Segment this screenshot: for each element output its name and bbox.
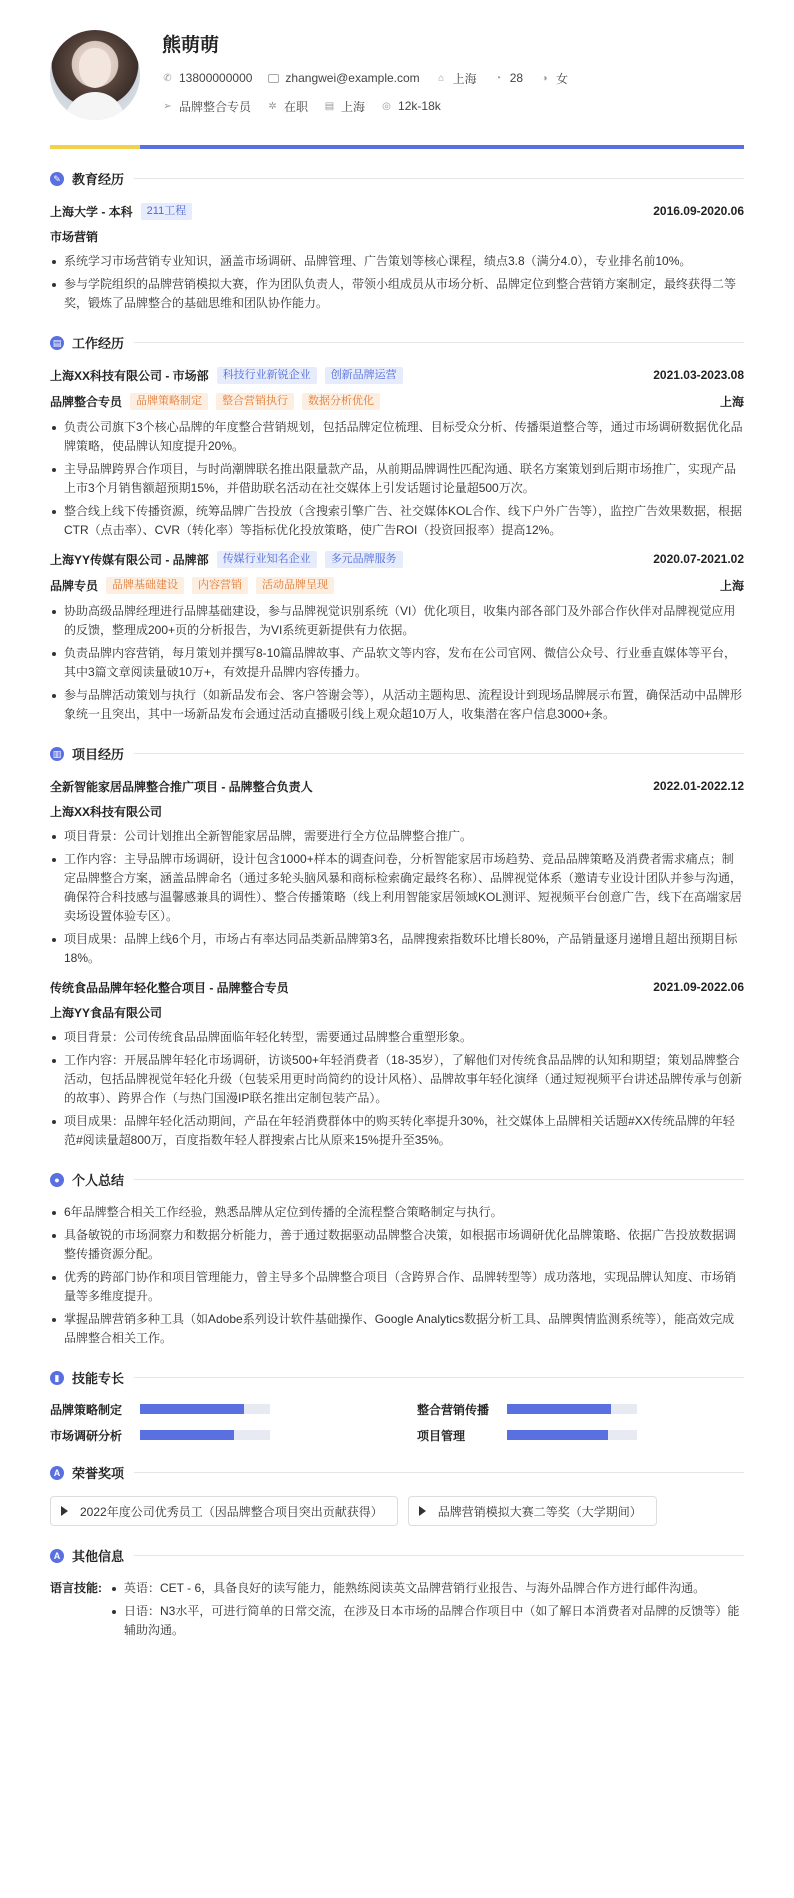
skill-tag: 活动品牌呈现 — [256, 577, 334, 594]
list-item: 负责品牌内容营销，每月策划并撰写8-10篇品牌故事、产品软文等内容，发布在公司官网、微信公众号、行业垂直媒体等平台，其中3篇文章阅读量破10万+，有效提升品牌内容传播力。 — [50, 644, 744, 682]
list-item: 6年品牌整合相关工作经验，熟悉品牌从定位到传播的全流程整合策略制定与执行。 — [50, 1203, 744, 1222]
intent-row — [162, 98, 744, 114]
job-city: 上海 — [719, 578, 744, 593]
list-item: 日语：N3水平，可进行简单的日常交流，在涉及日本市场的品牌合作项目中（如了解日本消费者对品牌的反馈等）能辅助沟通。 — [110, 1602, 744, 1640]
skill-tag: 数据分析优化 — [302, 393, 380, 410]
salary-icon: ◎ — [382, 100, 391, 112]
company-tag: 创新品牌运营 — [325, 367, 403, 384]
email: zhangwei@example.com — [268, 71, 419, 85]
education-bullets — [50, 252, 744, 313]
age: ◔ 28 — [493, 71, 523, 85]
list-item: 掌握品牌营销多种工具（如Adobe系列设计软件基础操作、Google Analytics数据分析工具、品牌舆情监测系统等），能高效完成品牌整合相关工作。 — [50, 1310, 744, 1348]
building-icon: ▤ — [324, 100, 335, 112]
list-item: 系统学习市场营销专业知识，涵盖市场调研、品牌管理、广告策划等核心课程，绩点3.8（满分4.0），专业排名前10%。 — [50, 252, 744, 271]
list-item: 项目背景：公司传统食品品牌面临年轻化转型，需要通过品牌整合重塑形象。 — [50, 1028, 744, 1047]
project-name: 传统食品品牌年轻化整合项目 - 品牌整合专员 — [50, 980, 289, 995]
section-work-title: ▤ 工作经历 — [50, 333, 744, 352]
job-period: 2021.03-2023.08 — [653, 368, 744, 382]
list-item: 参与学院组织的品牌营销模拟大赛，作为团队负责人，带领小组成员从市场分析、品牌定位到整合营销方案制定，最终获得二等奖，锻炼了品牌整合的基础思维和团队协作能力。 — [50, 275, 744, 313]
other-info — [50, 1579, 744, 1654]
list-item: 主导品牌跨界合作项目，与时尚潮牌联名推出限量款产品，从前期品牌调性匹配沟通、联名方案策划到后期市场推广，实现产品上市3个月销售额超预期15%，并借助联名活动在社交媒体上引发话题讨论量超500万次。 — [50, 460, 744, 498]
education-period: 2016.09-2020.06 — [653, 204, 744, 218]
skill-tag: 品牌基础建设 — [106, 577, 184, 594]
job-role: 品牌整合专员 — [50, 394, 123, 409]
project-header — [50, 978, 744, 996]
contact-row — [162, 70, 744, 86]
graduation-icon: ✎ — [50, 172, 64, 186]
list-item: 协助高级品牌经理进行品牌基础建设，参与品牌视觉识别系统（VI）优化项目，收集内部各部门及外部合作伙伴对品牌视觉应用的反馈，整理成200+页的分析报告，为VI系统更新提供有力依据。 — [50, 602, 744, 640]
language-bullets — [110, 1579, 744, 1644]
list-item: 具备敏锐的市场洞察力和数据分析能力，善于通过数据驱动品牌整合决策，如根据市场调研优化品牌策略、依据广告投放数据调整传播资源分配。 — [50, 1226, 744, 1264]
language-label: 语言技能: — [50, 1581, 102, 1595]
education-major: 市场营销 — [50, 230, 99, 244]
user-icon: ● — [50, 1173, 64, 1187]
list-item: 项目背景：公司计划推出全新智能家居品牌，需要进行全方位品牌整合推广。 — [50, 827, 744, 846]
section-skills-title: ▮ 技能专长 — [50, 1368, 744, 1387]
list-item: 工作内容：主导品牌市场调研，设计包含1000+样本的调查问卷，分析智能家居市场趋势、竞品品牌策略及消费者需求痛点；制定品牌整合方案，涵盖品牌命名（通过多轮头脑风暴和商标检索确定最终名称）、品牌视觉体系（邀请专业设计团队并参与沟通，确保符合科技感与温馨感兼具的调性）、整合传播策略（线上利用智能家居领域KOL测评、短视频平台创意广告，线下在高端家居卖场设置体验专区）。 — [50, 850, 744, 926]
list-item: 项目成果：品牌年轻化活动期间，产品在年轻消费群体中的购买转化率提升30%，社交媒体上品牌相关话题#XX传统品牌的年轻范#阅读量超800万，百度指数年轻人群搜索占比从原来15%提升至35%。 — [50, 1112, 744, 1150]
job-role-row — [50, 576, 744, 594]
education-row — [50, 202, 744, 220]
job-header — [50, 366, 744, 384]
section-other-title: A 其他信息 — [50, 1546, 744, 1565]
skill-tag: 内容营销 — [192, 577, 248, 594]
job-city: 上海 — [719, 394, 744, 409]
summary-bullets — [50, 1203, 744, 1348]
info-icon: A — [50, 1549, 64, 1563]
award-item: 2022年度公司优秀员工（因品牌整合项目突出贡献获得） — [50, 1496, 398, 1526]
city: ⌂ 上海 — [436, 70, 477, 87]
company-tag: 多元品牌服务 — [325, 551, 403, 568]
project-icon: ▥ — [50, 747, 64, 761]
company-tag: 传媒行业知名企业 — [217, 551, 317, 568]
list-item: 整合线上线下传播资源，统筹品牌广告投放（含搜索引擎广告、社交媒体KOL合作、线下户外广告等），监控广告效果数据，根据CTR（点击率）、CVR（转化率）等指标优化投放策略，使广告ROI（投资回报率）提高12%。 — [50, 502, 744, 540]
skill-item — [50, 1427, 377, 1443]
gender: ◑ 女 — [539, 70, 568, 87]
phone-icon: ✆ — [163, 72, 172, 84]
job-company: 上海YY传媒有限公司 - 品牌部 — [50, 552, 209, 567]
skill-level-fill — [507, 1404, 611, 1414]
list-item: 参与品牌活动策划与执行（如新品发布会、客户答谢会等），从活动主题构思、流程设计到现场品牌展示布置，确保活动中品牌形象统一且突出，其中一场新品发布会通过活动直播吸引线上观众超10万人，收集潜在客户信息3000+条。 — [50, 686, 744, 724]
section-summary-title: ● 个人总结 — [50, 1170, 744, 1189]
project-header — [50, 777, 744, 795]
skill-bar — [140, 1430, 270, 1440]
phone: ✆ 13800000000 — [163, 71, 253, 85]
skill-bar — [507, 1404, 637, 1414]
age-icon: ◔ — [495, 72, 502, 84]
skill-level-fill — [140, 1430, 234, 1440]
profile-header — [50, 0, 744, 145]
project-bullets — [50, 1028, 744, 1150]
job-status: ✲ 在职 — [268, 99, 309, 114]
skill-item — [50, 1401, 377, 1417]
mail-icon — [268, 74, 279, 83]
awards-list — [50, 1496, 744, 1526]
skill-tag: 品牌策略制定 — [130, 393, 208, 410]
project-company: 上海YY食品有限公司 — [50, 1006, 163, 1020]
school-tag: 211工程 — [141, 203, 193, 220]
target-city: ▤ 上海 — [324, 99, 366, 114]
play-icon — [61, 1506, 68, 1516]
job-bullets — [50, 602, 744, 724]
project-company: 上海XX科技有限公司 — [50, 805, 163, 819]
skill-name: 市场调研分析 — [50, 1428, 123, 1443]
list-item: 负责公司旗下3个核心品牌的年度整合营销规划，包括品牌定位梳理、目标受众分析、传播渠道整合等，通过市场调研数据优化品牌策略，使品牌认知度提升20%。 — [50, 418, 744, 456]
salary: ◎ 12k-18k — [382, 99, 441, 113]
profile-name: 熊萌萌 — [162, 35, 220, 56]
skill-bar — [140, 1404, 270, 1414]
chart-icon: ▮ — [50, 1371, 64, 1385]
job-company: 上海XX科技有限公司 - 市场部 — [50, 368, 209, 383]
gender-icon: ◑ — [541, 72, 548, 84]
project-bullets — [50, 827, 744, 968]
avatar — [50, 30, 140, 120]
status-icon: ✲ — [268, 100, 277, 112]
skill-bar — [507, 1430, 637, 1440]
skill-item — [417, 1401, 744, 1417]
project-period: 2022.01-2022.12 — [653, 779, 744, 793]
target-role: ➢ 品牌整合专员 — [163, 99, 252, 114]
list-item: 优秀的跨部门协作和项目管理能力，曾主导多个品牌整合项目（含跨界合作、品牌转型等）成功落地，实现品牌认知度、市场销量等多维度提升。 — [50, 1268, 744, 1306]
skills-grid — [50, 1401, 744, 1443]
skill-level-fill — [140, 1404, 244, 1414]
job-role-row — [50, 392, 744, 410]
project-name: 全新智能家居品牌整合推广项目 - 品牌整合负责人 — [50, 779, 313, 794]
skill-name: 品牌策略制定 — [50, 1402, 123, 1417]
award-item: 品牌营销模拟大赛二等奖（大学期间） — [408, 1496, 657, 1526]
job-header — [50, 550, 744, 568]
list-item: 英语：CET - 6，具备良好的读写能力，能熟练阅读英文品牌营销行业报告、与海外品牌合作方进行邮件沟通。 — [110, 1579, 744, 1598]
home-icon: ⌂ — [438, 72, 445, 84]
job-bullets — [50, 418, 744, 540]
send-icon: ➢ — [163, 100, 172, 112]
profile-info — [162, 30, 744, 145]
list-item: 工作内容：开展品牌年轻化市场调研，访谈500+年轻消费者（18-35岁），了解他们对传统食品品牌的认知和期望；策划品牌整合活动，包括品牌视觉年轻化升级（包装采用更时尚简约的设计风格）、品牌故事年轻化演绎（通过短视频平台讲述品牌传承与创新的故事）、跨界合作（与热门国漫IP联名推出定制包装产品）。 — [50, 1051, 744, 1108]
section-education-title: ✎ 教育经历 — [50, 169, 744, 188]
play-icon — [419, 1506, 426, 1516]
job-period: 2020.07-2021.02 — [653, 552, 744, 566]
section-awards-title: A 荣誉奖项 — [50, 1463, 744, 1482]
skill-item — [417, 1427, 744, 1443]
briefcase-icon: ▤ — [50, 336, 64, 350]
list-item: 项目成果：品牌上线6个月，市场占有率达同品类新品牌第3名，品牌搜索指数环比增长80%，产品销量逐月递增且超出预期目标18%。 — [50, 930, 744, 968]
skill-level-fill — [507, 1430, 608, 1440]
project-period: 2021.09-2022.06 — [653, 980, 744, 994]
skill-tag: 整合营销执行 — [216, 393, 294, 410]
skill-name: 整合营销传播 — [417, 1402, 490, 1417]
school-name: 上海大学 - 本科 — [50, 204, 133, 219]
award-icon: A — [50, 1466, 64, 1480]
company-tag: 科技行业新锐企业 — [217, 367, 317, 384]
section-projects-title: ▥ 项目经历 — [50, 744, 744, 763]
header-divider — [50, 145, 744, 149]
job-role: 品牌专员 — [50, 578, 99, 593]
skill-name: 项目管理 — [417, 1428, 466, 1443]
